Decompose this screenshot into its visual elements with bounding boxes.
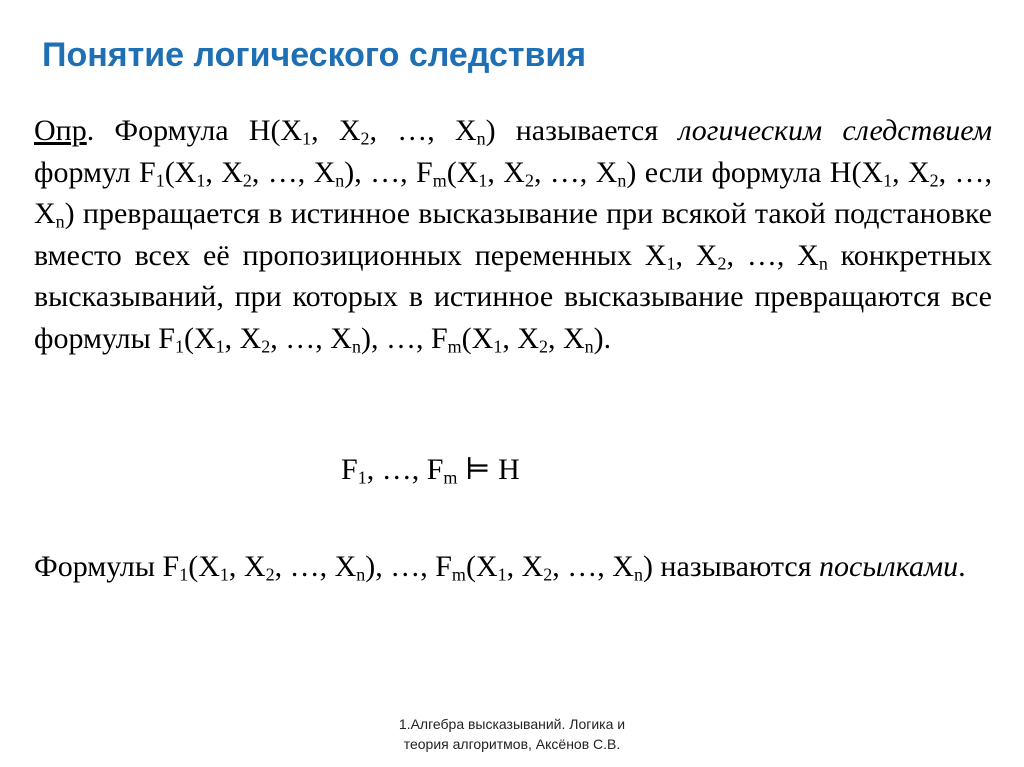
subscript: 1 xyxy=(215,336,225,356)
text: , X xyxy=(311,114,361,147)
text: ) называются xyxy=(642,550,819,583)
subscript: n xyxy=(55,211,65,232)
definition-paragraph xyxy=(34,110,992,359)
text: , …, X xyxy=(34,155,993,230)
text: ). xyxy=(593,321,612,355)
definition-abbr: Опр xyxy=(34,114,87,147)
subscript: 2 xyxy=(929,170,939,190)
subscript: n xyxy=(617,170,627,190)
text: , X xyxy=(487,155,525,189)
subscript: 1 xyxy=(478,170,488,190)
text: формул F xyxy=(34,155,156,189)
text: , …, X xyxy=(369,114,477,147)
text: (X xyxy=(164,155,197,189)
text: , …, X xyxy=(274,550,357,583)
subscript: n xyxy=(818,253,828,273)
entailment-symbol: ⊨ H xyxy=(457,453,520,486)
subscript: 1 xyxy=(497,564,507,585)
subscript: 1 xyxy=(666,253,676,273)
term-premises: посылками xyxy=(819,550,959,583)
text: , …, F xyxy=(366,453,444,486)
text: . Формула H(X xyxy=(86,114,303,147)
text: , X xyxy=(506,550,544,583)
subscript: 1 xyxy=(196,170,206,190)
subscript: n xyxy=(335,170,345,190)
subscript: n xyxy=(351,336,361,356)
text: , …, X xyxy=(533,155,618,189)
text: (X xyxy=(465,550,498,583)
subscript: m xyxy=(447,336,462,356)
text: , X xyxy=(675,238,718,272)
subscript: m xyxy=(451,564,466,585)
text: ) превращается в истинное высказывание при всякой такой подстановке вместо всех её пропозиционных переменных X xyxy=(34,197,992,272)
text: , …, X xyxy=(270,321,352,355)
subscript: 1 xyxy=(493,336,503,356)
subscript: n xyxy=(633,564,643,585)
footer-line-1: 1.Алгебра высказываний. Логика и xyxy=(398,716,626,732)
text: Формулы F xyxy=(34,550,180,583)
text: , X xyxy=(892,155,930,189)
subscript: 2 xyxy=(360,128,370,149)
text: , X xyxy=(502,321,539,355)
subscript: 2 xyxy=(524,170,534,190)
subscript: 1 xyxy=(883,170,893,190)
text: ), …, F xyxy=(360,321,448,355)
text: , …, X xyxy=(552,550,634,583)
consequence-formula xyxy=(341,450,520,490)
term-logical-consequence: логическим следствием xyxy=(678,114,992,147)
text: ), …, F xyxy=(344,155,433,189)
slide-title: Понятие логического следствия xyxy=(42,36,587,74)
text: . xyxy=(958,550,966,583)
text: ) если формула H(X xyxy=(626,155,884,189)
text: , X xyxy=(224,321,262,355)
text: F xyxy=(341,453,358,486)
text: , X xyxy=(228,550,266,583)
text: (X xyxy=(461,321,494,355)
subscript: 1 xyxy=(179,564,189,585)
text: (X xyxy=(446,155,479,189)
subscript: 2 xyxy=(261,336,271,356)
subscript: n xyxy=(356,564,366,585)
subscript: 2 xyxy=(543,564,553,585)
subscript: 1 xyxy=(219,564,229,585)
subscript: 2 xyxy=(265,564,275,585)
text: (X xyxy=(183,321,216,355)
subscript: 2 xyxy=(717,253,727,273)
premises-paragraph xyxy=(34,546,992,588)
subscript: 1 xyxy=(174,336,184,356)
subscript: 2 xyxy=(539,336,548,356)
subscript: 1 xyxy=(357,467,367,488)
slide-footer xyxy=(312,714,712,754)
footer-line-2: теория алгоритмов, Аксёнов С.В. xyxy=(403,736,621,752)
text: ) называется xyxy=(485,114,679,147)
text: , X xyxy=(205,155,243,189)
subscript: 1 xyxy=(302,128,312,149)
text: конкретных высказываний, при которых в истинное высказывание превращаются все формулы F xyxy=(34,238,993,355)
subscript: 2 xyxy=(242,170,252,190)
subscript: 1 xyxy=(155,170,165,190)
subscript: m xyxy=(432,170,447,190)
text: ), …, F xyxy=(365,550,452,583)
text: , …, X xyxy=(726,238,819,272)
text: , …, X xyxy=(251,155,336,189)
text: , X xyxy=(548,321,585,355)
subscript: n xyxy=(584,336,594,356)
subscript: m xyxy=(443,467,458,488)
text: (X xyxy=(188,550,220,583)
subscript: n xyxy=(476,128,486,149)
